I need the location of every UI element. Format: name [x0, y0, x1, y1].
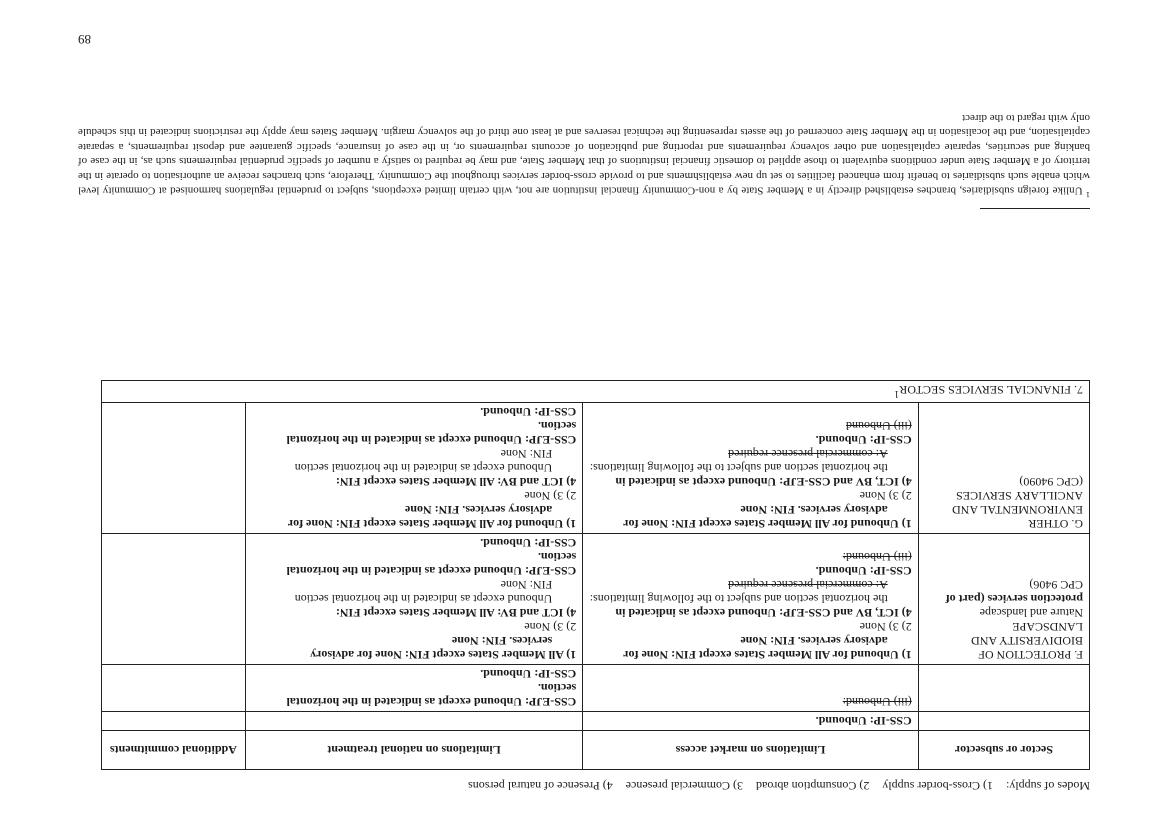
f-national-1b: services. FIN: None: [451, 634, 553, 648]
sector-f-market: [583, 534, 918, 665]
g-national-1a: 1) Unbound for All Member States except FIN: None for: [287, 517, 577, 531]
g-national-cssip: CSS-IP: Unbound.: [480, 405, 577, 419]
sector-g-line: ENVIRONMENTAL AND: [952, 503, 1083, 517]
f-national-1a: 1) All Member States except FIN: None for advisory: [310, 648, 577, 662]
f-national-4c: FIN: None: [500, 578, 553, 592]
g-national-1b: advisory services. FIN: None: [404, 503, 553, 517]
header-national-treatment: Limitations on national treatment: [245, 731, 582, 770]
g-market-4a: 4) ICT, BV and CSS-EJP: Unbound except as indicated in: [615, 475, 912, 489]
sector-g-national: [245, 403, 582, 534]
f-national-2: 2) 3) None: [524, 620, 577, 634]
sector-f-line: LANDSCAPE: [1012, 620, 1083, 634]
f-national-4b: Unbound except as indicated in the horizontal section: [294, 592, 553, 606]
g-market-2: 2) 3) None: [859, 489, 912, 503]
g-national-cssejp: CSS-EJP: Unbound except as indicated in the horizontal section.: [286, 419, 577, 447]
mode-3: 3) Commercial presence: [625, 779, 744, 793]
header-market-access: Limitations on market access: [583, 731, 918, 770]
header-row: [102, 731, 1090, 770]
f-national-cssip: CSS-IP: Unbound.: [480, 536, 577, 550]
sector-f-line: Nature and landscape: [979, 606, 1083, 620]
market-iii-cell: [583, 665, 918, 712]
f-market-4a: 4) ICT, BV and CSS-EJP: Unbound except as indicated in: [615, 606, 912, 620]
g-national-4a: 4) ICT and BV: All Member States except FIN:: [335, 475, 577, 489]
g-market-4c: A: commercial presence required: [728, 447, 888, 461]
f-market-4c: A: commercial presence required: [728, 578, 888, 592]
footnote-separator: [980, 208, 1090, 209]
market-cssip-cell: CSS-IP: Unbound.: [583, 712, 918, 731]
sector-g-line: ANCILLARY SERVICES: [956, 489, 1083, 503]
g-market-cssip: CSS-IP: Unbound.: [815, 433, 912, 447]
national-cssejp: CSS-EJP: Unbound except as indicated in the horizontal section.: [286, 681, 577, 709]
f-market-2: 2) 3) None: [859, 620, 912, 634]
modes-of-supply: [458, 778, 1090, 793]
sector-g-line: G. OTHER: [1028, 517, 1083, 531]
f-market-cssip: CSS-IP: Unbound.: [815, 564, 912, 578]
g-national-4c: FIN: None: [500, 447, 553, 461]
page-number: 89: [78, 32, 91, 47]
table-row: [102, 712, 1090, 731]
f-national-4a: 4) ICT and BV: All Member States except FIN:: [335, 606, 577, 620]
g-national-4b: Unbound except as indicated in the horizontal section: [294, 461, 553, 475]
sector-f-row: [102, 534, 1090, 665]
schedule-table: [101, 380, 1090, 770]
national-cssip: CSS-IP: Unbound.: [480, 667, 577, 681]
mode-2: 2) Consumption abroad: [756, 779, 870, 793]
f-market-1a: 1) Unbound for All Member States except FIN: None for: [623, 648, 912, 662]
sector-f-line: protection services (part of: [945, 592, 1083, 606]
financial-heading-text: 7. FINANCIAL SERVICES SECTOR: [899, 383, 1083, 397]
financial-heading: [102, 381, 1090, 403]
footnote-marker: 1: [1086, 190, 1090, 199]
sector-f-line: CPC 9406): [1029, 578, 1083, 592]
header-sector: Sector or subsector: [918, 731, 1089, 770]
sector-f-name: [918, 534, 1089, 665]
market-iii: (iii) Unbound:: [842, 695, 912, 709]
footnote-ref: 1: [894, 388, 900, 399]
sector-f-line: F. PROTECTION OF: [978, 648, 1083, 662]
sector-f-national: [245, 534, 582, 665]
header-additional: Additional commitments: [102, 731, 246, 770]
f-market-iii: (iii) Unbound:: [842, 550, 912, 564]
sector-g-row: [102, 403, 1090, 534]
f-market-1b: advisory services. FIN: None: [740, 634, 888, 648]
g-market-4b: the horizontal section and subject to the following limitations:: [589, 461, 888, 475]
mode-1: 1) Cross-border supply: [882, 779, 993, 793]
sector-f-line: BIODIVERSITY AND: [971, 634, 1083, 648]
mode-4: 4) Presence of natural persons: [468, 779, 613, 793]
table-row: [102, 665, 1090, 712]
g-market-1b: advisory services. FIN: None: [740, 503, 888, 517]
footnote: [78, 110, 1090, 201]
national-top-cell: [245, 665, 582, 712]
f-national-cssejp: CSS-EJP: Unbound except as indicated in the horizontal section.: [286, 550, 577, 578]
f-market-4b: the horizontal section and subject to the following limitations:: [589, 592, 888, 606]
g-market-1a: 1) Unbound for All Member States except FIN: None for: [623, 517, 912, 531]
modes-label: Modes of supply:: [1006, 779, 1090, 793]
financial-heading-row: [102, 381, 1090, 403]
sector-g-line: (CPC 94090): [1019, 475, 1083, 489]
g-national-2: 2) 3) None: [524, 489, 577, 503]
footnote-text: Unlike foreign subsidiaries, branches established directly in a Member State by a non-Community financial institution are not, with certain limited exceptions, subject to prudential regulations harmonised at Community level which enable such subsidiaries to benefit from enhanced facilities to set up new establishments and to provide cross-border services throughout the Community. Therefore, such branches receive an authorisation to operate in the territory of a Member State under conditions equivalent to those applied to domestic financial institutions of that Member State, and may be required to satisfy a number of specific prudential requirements such as, in the case of banking and securities, separate capitalisation and other solvency requirements and reporting and publication of accounts requirements or, in the case of insurance, specific guarantee and deposit requirements, a separate capitalisation, and the localisation in the Member State concerned of the assets representing the technical reserves and at least one third of the solvency margin. Member States may apply the restrictions indicated in this schedule only with regard to the direct: [78, 111, 1090, 197]
g-market-iii: (iii) Unbound: [846, 419, 912, 433]
sector-g-name: [918, 403, 1089, 534]
sector-g-market: [583, 403, 918, 534]
